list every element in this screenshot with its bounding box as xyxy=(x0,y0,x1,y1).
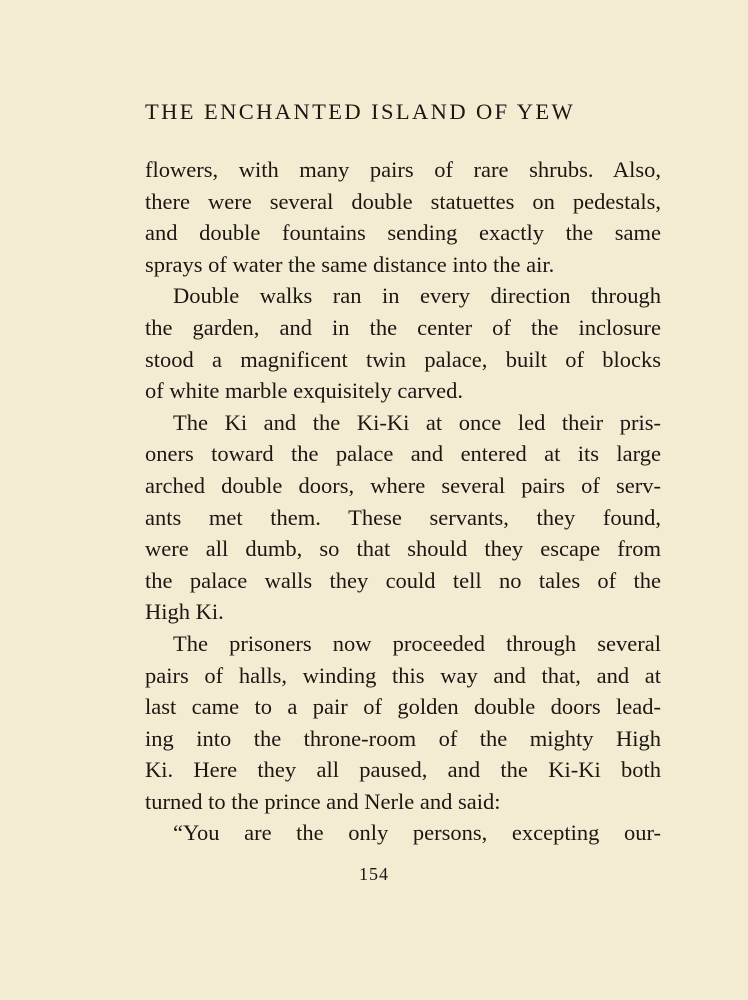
body-text xyxy=(145,154,661,849)
text-line: turned to the prince and Nerle and said: xyxy=(145,788,501,814)
text-line: flowers, with many pairs of rare shrubs. Also, xyxy=(145,157,661,182)
text-line: the garden, and in the center of the inclosure xyxy=(145,314,661,340)
text-line: The Ki and the Ki-Ki at once led their pris- xyxy=(173,409,661,435)
text-line: of white marble exquisitely carved. xyxy=(145,378,464,404)
text-line: stood a magnificent twin palace, built of blocks xyxy=(145,346,661,372)
text-line: ants met them. These servants, they found, xyxy=(145,504,661,530)
text-line: the palace walls they could tell no tales of the xyxy=(145,567,661,593)
text-line: arched double doors, where several pairs of serv- xyxy=(145,472,661,498)
text-line: The prisoners now proceeded through several xyxy=(173,630,661,656)
page-number: 154 xyxy=(359,864,389,884)
text-line: oners toward the palace and entered at its large xyxy=(145,441,661,467)
text-line: ing into the throne-room of the mighty High xyxy=(145,725,661,751)
text-line: Double walks ran in every direction through xyxy=(173,283,661,309)
text-line: there were several double statuettes on pedestals, xyxy=(145,188,661,214)
text-line: were all dumb, so that should they escape from xyxy=(145,536,661,562)
text-line: and double fountains sending exactly the same xyxy=(145,220,661,246)
text-line: “You are the only persons, excepting our- xyxy=(173,820,661,846)
text-line: sprays of water the same distance into the air. xyxy=(145,251,555,277)
text-line: pairs of halls, winding this way and that, and at xyxy=(145,662,661,688)
running-head: THE ENCHANTED ISLAND OF YEW xyxy=(145,99,576,124)
text-line: last came to a pair of golden double doors lead- xyxy=(145,694,661,720)
text-line: Ki. Here they all paused, and the Ki-Ki both xyxy=(145,757,661,783)
text-line: High Ki. xyxy=(145,599,224,625)
